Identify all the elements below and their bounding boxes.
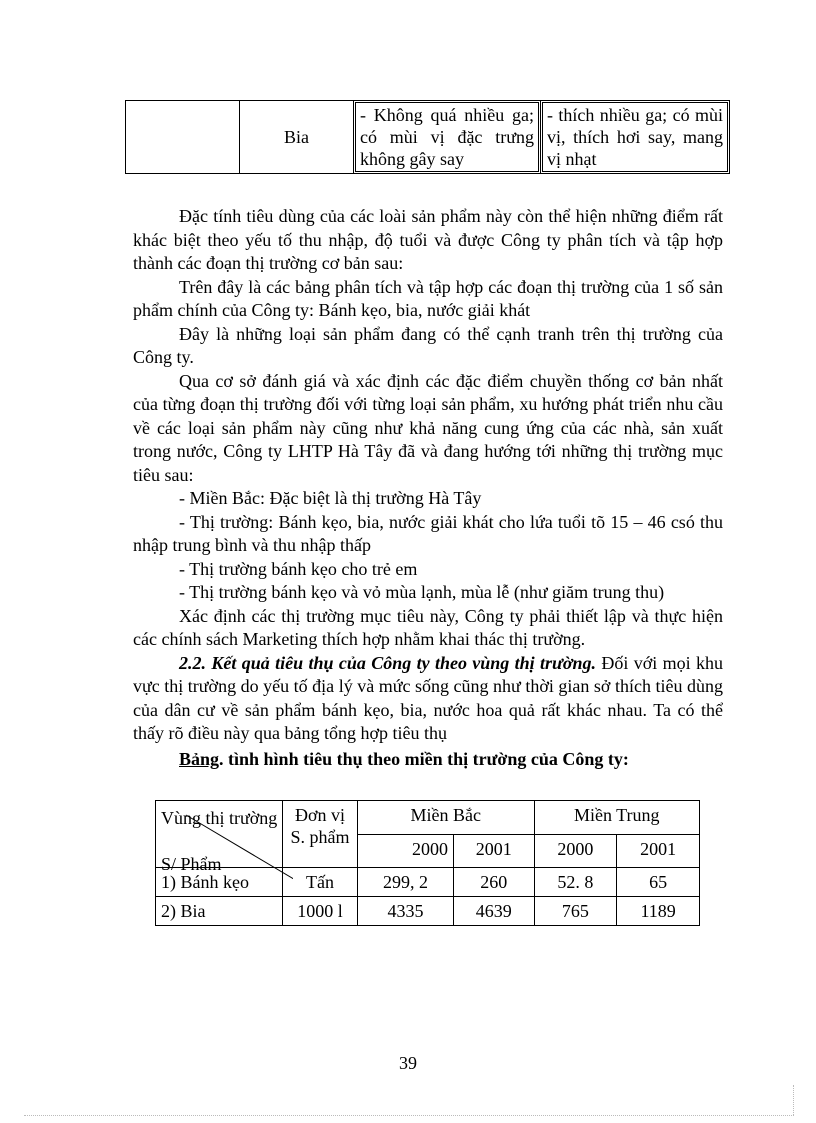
corner-header-cell (156, 801, 283, 874)
body-text (133, 205, 723, 771)
unit-cell: 1000 l (283, 897, 358, 926)
paragraph: Đây là những loại sản phẩm đang có thể cạnh tranh trên thị trường của Công ty. (133, 323, 723, 367)
product-characteristics-table (125, 100, 730, 174)
bullet-item: - Thị trường: Bánh kẹo, bia, nước giải khát cho lứa tuổi tõ 15 – 46 csó thu nhập trung bình và thu nhập thấp (133, 511, 723, 555)
value-cell: 299, 2 (358, 868, 454, 897)
page-frame-right (793, 1085, 795, 1115)
table-cell-trait-a (354, 101, 541, 174)
table-row (156, 897, 700, 926)
trait-a-text: - Không quá nhiều ga; có mùi vị đặc trưng không gây say (355, 102, 539, 172)
corner-top-label: Vùng thị trường (161, 808, 278, 828)
value-cell: 4335 (358, 897, 454, 926)
paragraph: Qua cơ sở đánh giá và xác định các đặc điểm chuyền thống cơ bản nhất của từng đoạn thị trường đối với từng loại sản phẩm, xu hướng phát triển nhu cầu về các loại sản phẩm này cũng như khả năng cung ứng của các nhà, sản xuất trong nước, Công ty LHTP Hà Tây đã và đang hướng tới những thị trường mục tiêu sau: (133, 370, 723, 485)
year-header: 2001 (453, 834, 534, 868)
paragraph: Xác định các thị trường mục tiêu này, Công ty phải thiết lập và thực hiện các chính sách Marketing thích hợp nhằm khai thác thị trường. (133, 605, 723, 649)
table-header-row (156, 801, 700, 835)
sales-by-region-table (155, 800, 700, 926)
table-cell-product: Bia (240, 101, 354, 174)
value-cell: 260 (453, 868, 534, 897)
paragraph: Đặc tính tiêu dùng của các loài sản phẩm này còn thể hiện những điểm rất khác biệt theo yếu tố thu nhập, độ tuổi và được Công ty phân tích và tập hợp thành các đoạn thị trường cơ bản sau: (133, 206, 723, 273)
page-number: 39 (399, 1053, 417, 1073)
section-text: Đối với mọi khu vực thị trường do yếu tố địa lý và mức sống cũng như thời gian sở thích tiêu dùng của dân cư về sản phẩm bánh kẹo, bia, nước hoa quả rất khác nhau. Ta có thể thấy rõ điều này qua bảng tổng hợp tiêu thụ (133, 652, 723, 743)
bullet-item: - Miền Bắc: Đặc biệt là thị trường Hà Tây (179, 488, 482, 508)
bullet-item: - Thị trường bánh kẹo cho trẻ em (179, 558, 418, 579)
page-frame-bottom (24, 1115, 794, 1117)
value-cell: 52. 8 (534, 868, 617, 897)
region-header-north: Miền Bắc (358, 801, 535, 835)
table-caption (133, 748, 723, 772)
table-cell-trait-b (541, 101, 730, 174)
unit-header-cell: Đơn vị S. phẩm (283, 801, 358, 868)
bullet-item: - Thị trường bánh kẹo và vỏ mùa lạnh, mùa lễ (như giăm trung thu) (179, 582, 665, 602)
value-cell: 65 (617, 868, 700, 897)
year-header: 2001 (617, 834, 700, 868)
product-cell: 1) Bánh kẹo (156, 868, 283, 897)
year-header: 2000 (358, 834, 454, 868)
section-paragraph (133, 652, 723, 746)
paragraph: Trên đây là các bảng phân tích và tập hợp các đoạn thị trường của 1 số sản phẩm chính của Công ty: Bánh kẹo, bia, nước giải khát (133, 276, 723, 320)
product-cell: 2) Bia (156, 897, 283, 926)
corner-bottom-label: S/ Phẩm (161, 854, 222, 874)
year-header: 2000 (534, 834, 617, 868)
table-row (126, 101, 730, 174)
unit-cell: Tấn (283, 868, 358, 897)
caption-text: . tình hình tiêu thụ theo miền thị trường của Công ty: (219, 748, 629, 769)
value-cell: 765 (534, 897, 617, 926)
caption-label: Bảng (179, 748, 220, 769)
region-header-central: Miền Trung (534, 801, 699, 835)
section-heading: 2.2. Kết quả tiêu thụ của Công ty theo vùng thị trường. (179, 652, 597, 673)
value-cell: 4639 (453, 897, 534, 926)
trait-b-text: - thích nhiều ga; có mùi vị, thích hơi say, mang vị nhạt (542, 102, 728, 172)
table-cell (126, 101, 240, 174)
value-cell: 1189 (617, 897, 700, 926)
